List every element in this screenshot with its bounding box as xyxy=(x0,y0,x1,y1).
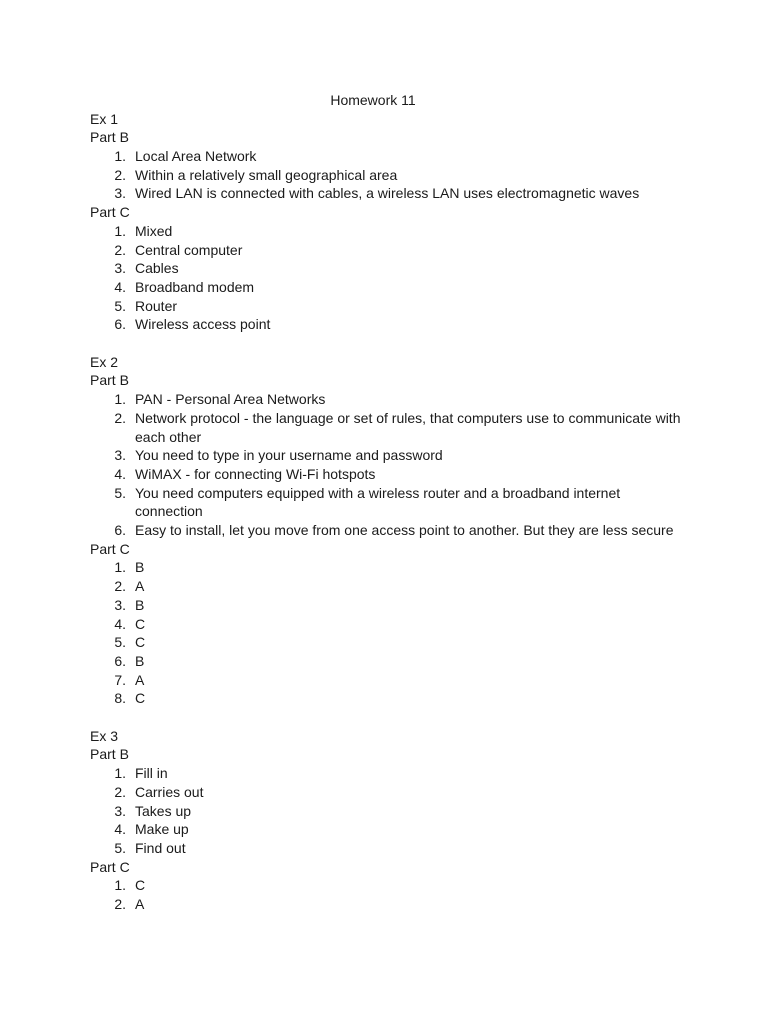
list-item xyxy=(90,615,690,634)
list-item-text: Fill in xyxy=(135,765,168,782)
list-item-text: Within a relatively small geographical area xyxy=(135,166,398,183)
list-number: 2. xyxy=(114,896,126,913)
list-number: 5. xyxy=(114,484,126,501)
list-number: 1. xyxy=(114,148,126,165)
list-item xyxy=(90,278,690,297)
list-item xyxy=(90,783,690,802)
list-number: 4. xyxy=(114,465,126,482)
list-number: 2. xyxy=(114,578,126,595)
list-number: 2. xyxy=(114,409,126,426)
list-number: 5. xyxy=(114,297,126,314)
list-item-text: Make up xyxy=(135,821,189,838)
list-item xyxy=(90,521,690,540)
part-label: Part B xyxy=(90,372,129,389)
list-item xyxy=(90,166,690,185)
list-number: 1. xyxy=(114,559,126,576)
list-item xyxy=(90,465,690,484)
list-item xyxy=(90,390,690,409)
document-page xyxy=(90,91,690,914)
spacer xyxy=(90,708,690,727)
part-label: Part C xyxy=(90,204,130,221)
list-item xyxy=(90,802,690,821)
list-item xyxy=(90,184,690,203)
exercise-heading: Ex 1 xyxy=(90,110,119,127)
list-item xyxy=(90,876,690,895)
exercise-heading: Ex 3 xyxy=(90,727,119,744)
list-number: 1. xyxy=(114,765,126,782)
list-number: 3. xyxy=(114,260,126,277)
list-item xyxy=(90,671,690,690)
list-number: 1. xyxy=(114,222,126,239)
list-item-text: Takes up xyxy=(135,802,192,819)
list-item-text: Carries out xyxy=(135,783,204,800)
list-item-text: Mixed xyxy=(135,222,173,239)
list-number: 2. xyxy=(114,241,126,258)
list-item xyxy=(90,839,690,858)
list-item xyxy=(90,259,690,278)
list-item xyxy=(90,596,690,615)
list-number: 6. xyxy=(114,652,126,669)
part-label: Part B xyxy=(90,129,129,146)
list-number: 2. xyxy=(114,166,126,183)
list-number: 3. xyxy=(114,185,126,202)
part-label: Part C xyxy=(90,858,130,875)
list-item-text: Wired LAN is connected with cables, a wireless LAN uses electromagnetic waves xyxy=(135,185,640,202)
list-item xyxy=(90,820,690,839)
list-number: 4. xyxy=(114,278,126,295)
list-item-text: You need to type in your username and password xyxy=(135,447,443,464)
list-item xyxy=(90,446,690,465)
list-number: 4. xyxy=(114,821,126,838)
list-item-text: A xyxy=(135,896,145,913)
list-item xyxy=(90,633,690,652)
list-number: 5. xyxy=(114,634,126,651)
list-item-text: C xyxy=(135,690,146,707)
list-item xyxy=(90,315,690,334)
list-item-text: B xyxy=(135,559,145,576)
list-item-text: WiMAX - for connecting Wi-Fi hotspots xyxy=(135,465,376,482)
list-item-text: C xyxy=(135,615,146,632)
part-label: Part C xyxy=(90,540,130,557)
list-item xyxy=(90,222,690,241)
list-item-text: Central computer xyxy=(135,241,243,258)
list-item xyxy=(90,764,690,783)
list-item-text: Local Area Network xyxy=(135,148,257,165)
exercise-heading: Ex 2 xyxy=(90,353,119,370)
list-item-text: Router xyxy=(135,297,178,314)
list-item xyxy=(90,558,690,577)
list-item-text: C xyxy=(135,634,146,651)
list-number: 1. xyxy=(114,391,126,408)
list-number: 4. xyxy=(114,615,126,632)
list-item xyxy=(90,652,690,671)
list-number: 6. xyxy=(114,316,126,333)
list-item xyxy=(90,297,690,316)
list-item xyxy=(90,577,690,596)
list-item-text: You need computers equipped with a wireless router and a broadband internet connection xyxy=(135,484,621,520)
list-item-text: Wireless access point xyxy=(135,316,271,333)
list-item-text: C xyxy=(135,877,146,894)
list-item-text: A xyxy=(135,578,145,595)
list-number: 1. xyxy=(114,877,126,894)
list-item-text: Network protocol - the language or set of rules, that computers use to communicate with each other xyxy=(135,409,681,445)
list-item xyxy=(90,409,690,446)
list-item-text: Cables xyxy=(135,260,179,277)
list-number: 6. xyxy=(114,522,126,539)
list-item-text: A xyxy=(135,671,145,688)
list-item-text: B xyxy=(135,596,145,613)
part-label: Part B xyxy=(90,746,129,763)
list-item xyxy=(90,895,690,914)
document-title: Homework 11 xyxy=(330,92,416,108)
list-item xyxy=(90,689,690,708)
list-item-text: Find out xyxy=(135,839,186,856)
list-number: 7. xyxy=(114,671,126,688)
list-item xyxy=(90,147,690,166)
list-number: 3. xyxy=(114,596,126,613)
list-item-text: Broadband modem xyxy=(135,278,255,295)
list-item-text: Easy to install, let you move from one access point to another. But they are less secure xyxy=(135,522,674,539)
list-item xyxy=(90,241,690,260)
list-number: 5. xyxy=(114,839,126,856)
list-number: 3. xyxy=(114,447,126,464)
list-number: 2. xyxy=(114,783,126,800)
list-item-text: B xyxy=(135,652,145,669)
list-number: 8. xyxy=(114,690,126,707)
list-number: 3. xyxy=(114,802,126,819)
list-item xyxy=(90,484,690,521)
spacer xyxy=(90,334,690,353)
list-item-text: PAN - Personal Area Networks xyxy=(135,391,326,408)
